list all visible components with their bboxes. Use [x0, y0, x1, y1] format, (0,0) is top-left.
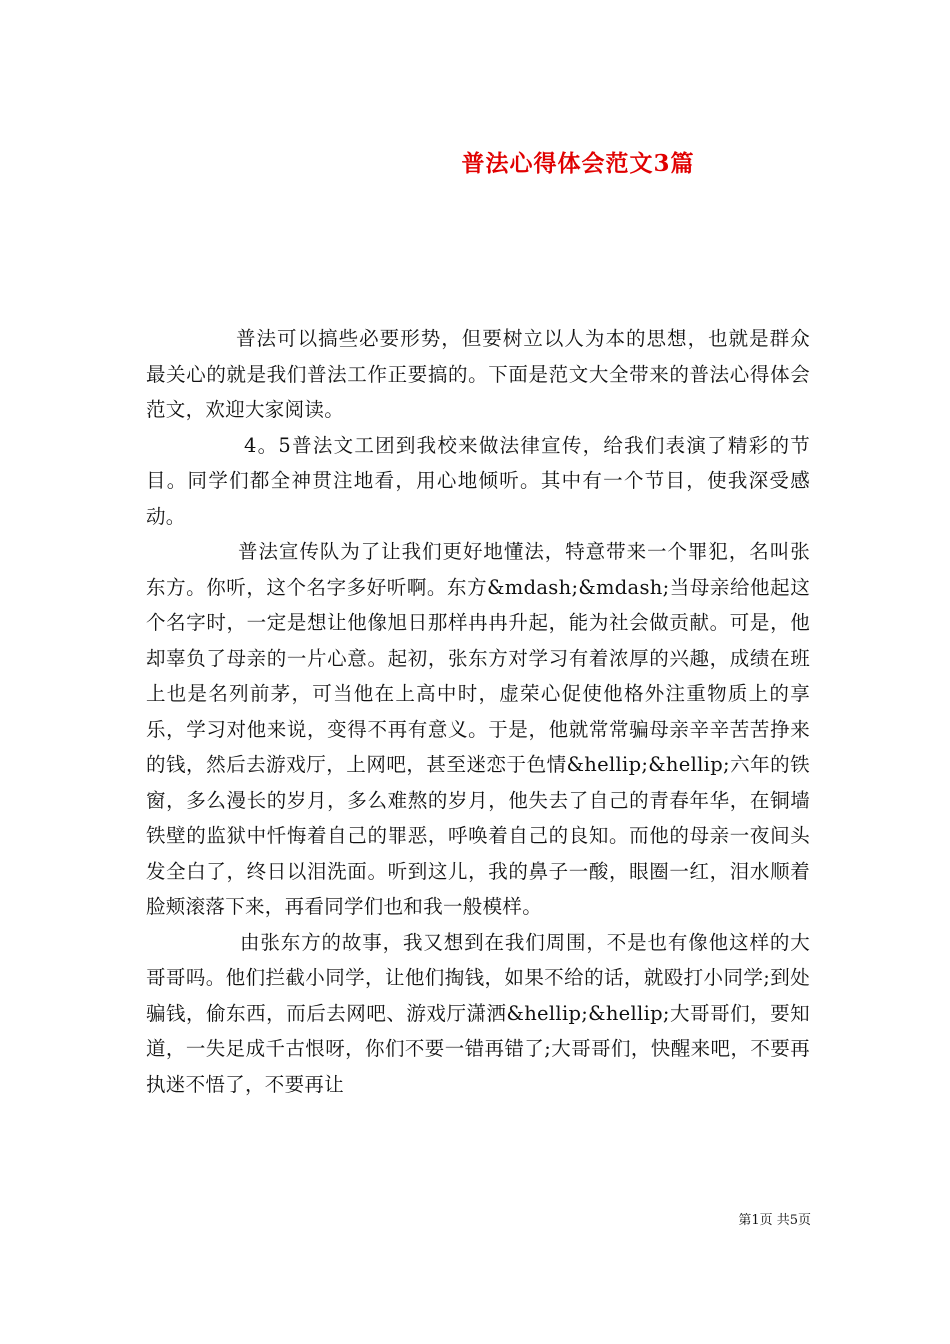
- page-title: [0, 145, 950, 178]
- paragraph-reflection: 由张东方的故事，我又想到在我们周围，不是也有像他这样的大哥哥吗。他们拦截小同学，让他们掏钱，如果不给的话，就殴打小同学;到处骗钱，偷东西，而后去网吧、游戏厅潇洒&hellip;&hellip;大哥哥们，要知道，一失足成千古恨呀，你们不要一错再错了;大哥哥们，快醒来吧，不要再执迷不悟了，不要再让: [146, 930, 810, 1096]
- paragraph-story: 普法宣传队为了让我们更好地懂法，特意带来一个罪犯，名叫张东方。你听，这个名字多好听啊。东方&mdash;&mdash;当母亲给他起这个名字时，一定是想让他像旭日那样冉冉升起，能为社会做贡献。可是，他却辜负了母亲的一片心意。起初，张东方对学习有着浓厚的兴趣，成绩在班上也是名列前茅，可当他在上高中时，虚荣心促使他格外注重物质上的享乐，学习对他来说，变得不再有意义。于是，他就常常骗母亲辛辛苦苦挣来的钱，然后去游戏厅，上网吧，甚至迷恋于色情&hellip;&hellip;六年的铁窗，多么漫长的岁月，多么难熬的岁月，他失去了自己的青春年华，在铜墙铁壁的监狱中忏悔着自己的罪恶，呼唤着自己的良知。而他的母亲一夜间头发全白了，终日以泪洗面。听到这儿，我的鼻子一酸，眼圈一红，泪水顺着脸颊滚落下来，再看同学们也和我一般模样。: [146, 540, 810, 918]
- paragraph-intro: 普法可以搞些必要形势，但要树立以人为本的思想，也就是群众最关心的就是我们普法工作正要搞的。下面是范文大全带来的普法心得体会范文，欢迎大家阅读。: [146, 327, 810, 421]
- page-title-text: 普法心得体会范文3篇: [461, 150, 695, 178]
- page-footer: 第1页 共5页: [738, 1213, 811, 1228]
- paragraph-event: 4。5普法文工团到我校来做法律宣传，给我们表演了精彩的节目。同学们都全神贯注地看，用心地倾听。其中有一个节目，使我深受感动。: [146, 433, 810, 528]
- document-body: [146, 321, 810, 1102]
